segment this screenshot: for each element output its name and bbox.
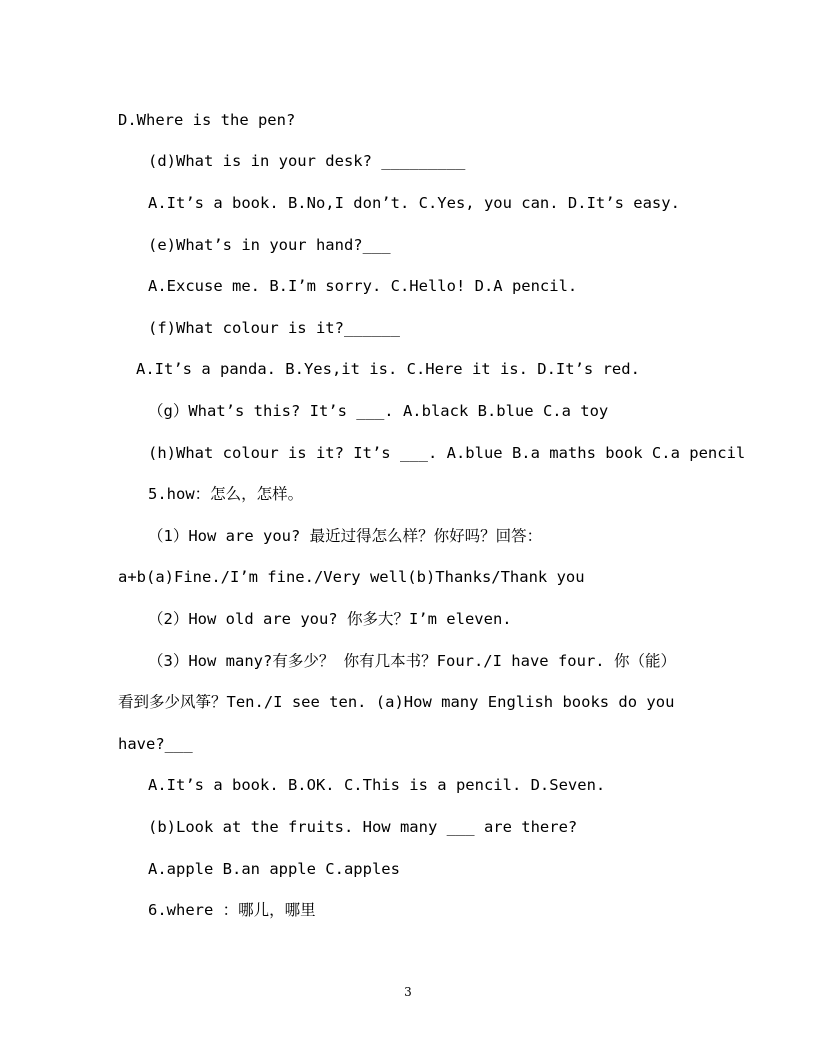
text-line: （3）How many?有多少？ 你有几本书？Four./I have four. 你（能） (148, 652, 676, 670)
text-line: A.apple B.an apple C.apples (148, 860, 400, 878)
page-number: 3 (404, 985, 412, 999)
text-line: a+b(a)Fine./I’m fine./Very well(b)Thanks/Thank you (118, 568, 585, 586)
text-line: (d)What is in your desk? _________ (148, 152, 466, 170)
text-line: (e)What’s in your hand?___ (148, 236, 391, 254)
section-heading: 5.how：怎么，怎样。 (148, 485, 304, 503)
text-line: （2）How old are you? 你多大？I’m eleven. (148, 610, 512, 628)
text-line: have?___ (118, 735, 193, 753)
text-line: A.It’s a book. B.OK. C.This is a pencil. D.Seven. (148, 776, 606, 794)
text-line: A.It’s a panda. B.Yes,it is. C.Here it is. D.It’s red. (136, 360, 640, 378)
text-line: (b)Look at the fruits. How many ___ are there? (148, 818, 578, 836)
text-line: A.It’s a book. B.No,I don’t. C.Yes, you can. D.It’s easy. (148, 194, 680, 212)
text-line: A.Excuse me. B.I’m sorry. C.Hello! D.A pencil. (148, 277, 578, 295)
text-line: （1）How are you? 最近过得怎么样？你好吗？回答： (148, 527, 543, 545)
text-line: (f)What colour is it?______ (148, 319, 400, 337)
text-line: （g）What’s this? It’s ___. A.black B.blue C.a toy (148, 402, 609, 420)
text-line: D.Where is the pen? (118, 111, 296, 129)
text-line: (h)What colour is it? It’s ___. A.blue B.a maths book C.a pencil (148, 444, 746, 462)
section-heading: 6.where ：哪儿，哪里 (148, 901, 316, 919)
text-line: 看到多少风筝？Ten./I see ten. (a)How many English books do you (118, 693, 675, 711)
